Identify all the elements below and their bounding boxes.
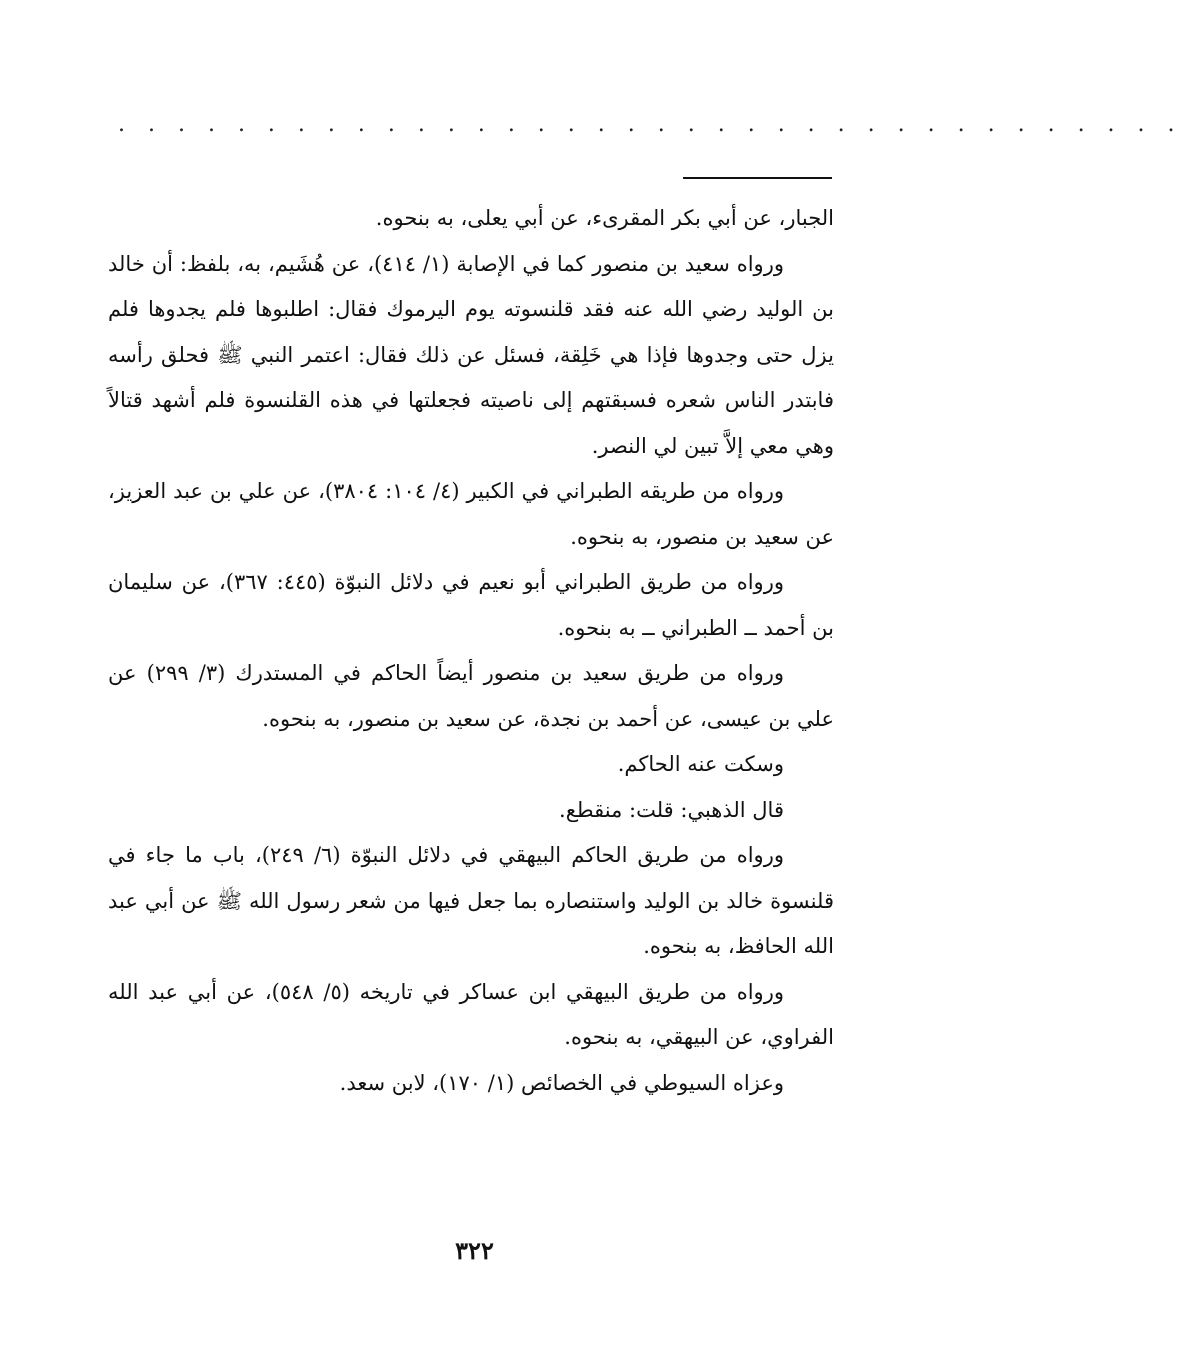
page-number: ٣٢٢ [455, 1236, 494, 1265]
paragraph: ورواه من طريق الحاكم البيهقي في دلائل النبوّة (٦/ ٢٤٩)، باب ما جاء في قلنسوة خالد بن الوليد واستنصاره بما جعل فيها من شعر رسول الله ﷺ عن أبي عبد الله الحافظ، به بنحوه. [108, 843, 834, 958]
dotted-separator: . . . . . . . . . . . . . . . . . . . . . . . . . . . . . . . . . . . . [118, 112, 1183, 137]
paragraph: وسكت عنه الحاكم. [617, 752, 784, 776]
footnote-text [108, 196, 834, 1106]
paragraph: ورواه سعيد بن منصور كما في الإصابة (١/ ٤١٤)، عن هُشَيم، به، بلفظ: أن خالد بن الوليد رضي الله عنه فقد قلنسوته يوم اليرموك فقال: اطلبوها فلم يجدوها فلم يزل حتى وجدوها فإذا هي خَلِقة، فسئل عن ذلك فقال: اعتمر النبي ﷺ فحلق رأسه فابتدر الناس شعره فسبقتهم إلى ناصيته فجعلتها في هذه القلنسوة فلم أشهد قتالاً وهي معي إلاَّ تبين لي النصر. [108, 251, 834, 458]
paragraph-continuation: الجبار، عن أبي بكر المقرىء، عن أبي يعلى، به بنحوه. [375, 206, 834, 230]
paragraph: ورواه من طريق الطبراني أبو نعيم في دلائل النبوّة (٤٤٥: ٣٦٧)، عن سليمان بن أحمد ــ الطبراني ــ به بنحوه. [108, 570, 834, 640]
paragraph: ورواه من طريق البيهقي ابن عساكر في تاريخه (٥/ ٥٤٨)، عن أبي عبد الله الفراوي، عن البيهقي، به بنحوه. [108, 979, 834, 1049]
paragraph: وعزاه السيوطي في الخصائص (١/ ١٧٠)، لابن سعد. [339, 1070, 784, 1095]
paragraph: قال الذهبي: قلت: منقطع. [559, 797, 784, 822]
footnote-rule [683, 177, 832, 179]
paragraph: ورواه من طريق سعيد بن منصور أيضاً الحاكم في المستدرك (٣/ ٢٩٩) عن علي بن عيسى، عن أحمد بن نجدة، عن سعيد بن منصور، به بنحوه. [108, 661, 834, 731]
paragraph: ورواه من طريقه الطبراني في الكبير (٤/ ١٠٤: ٣٨٠٤)، عن علي بن عبد العزيز، عن سعيد بن منصور، به بنحوه. [108, 479, 834, 549]
